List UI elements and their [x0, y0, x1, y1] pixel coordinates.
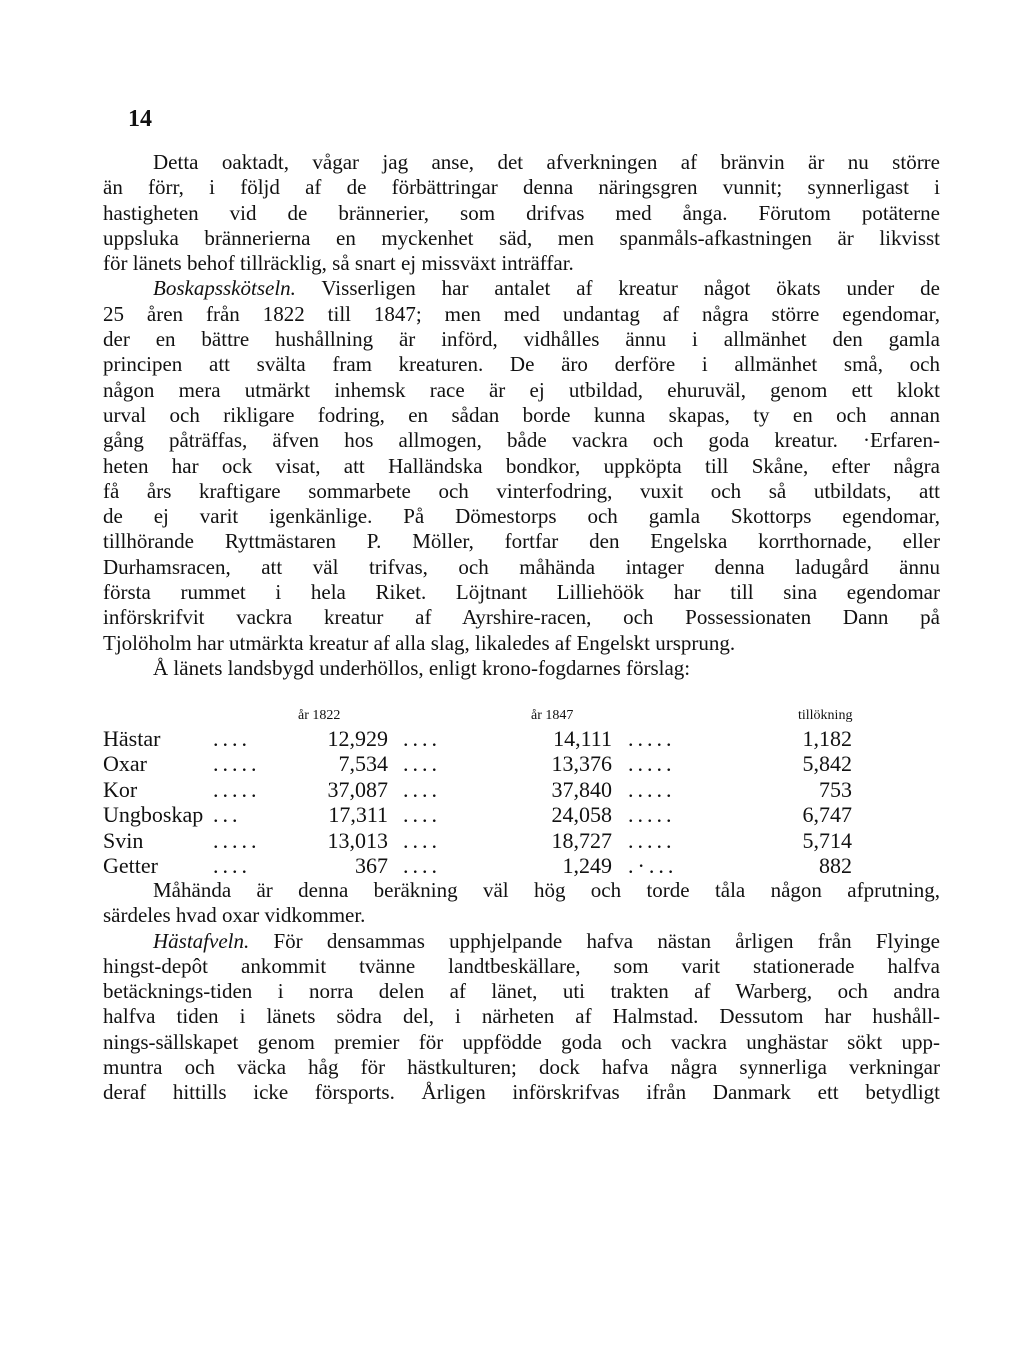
value-increase: 882 — [819, 852, 852, 878]
text-line: än förr, i följd af de förbättringar denna näringsgren vunnit; synnerligast i — [103, 175, 940, 200]
table-row — [103, 726, 940, 751]
text-line: principen att svälta fram kreaturen. De äro derföre i allmänhet små, och — [103, 352, 940, 377]
value-1847: 37,840 — [551, 776, 612, 802]
body-text-bottom — [103, 878, 940, 1106]
value-increase: 6,747 — [802, 802, 852, 828]
text-line: der en bättre hushållning är införd, vidhålles ännu i allmänhet den gamla — [103, 327, 940, 352]
value-1847: 13,376 — [551, 751, 612, 777]
value-increase: 1,182 — [802, 726, 852, 751]
table-row — [103, 828, 940, 853]
text-line: hingst-depôt ankommit tvänne landtbeskällare, som varit stationerade halfva — [103, 953, 940, 978]
leader-dots: ..... — [213, 751, 261, 777]
section-heading-boskapsskotseln: Boskapsskötseln. — [153, 276, 296, 301]
row-label: Getter — [103, 852, 158, 878]
leader-dots: .... — [213, 726, 251, 751]
value-increase: 5,842 — [802, 751, 852, 777]
text-line: deraf hittills icke försports. Årligen införskrifvas ifrån Danmark ett betydligt — [103, 1080, 940, 1105]
text-line: för länets behof tillräcklig, så snart ej missväxt inträffar. — [103, 251, 574, 276]
column-header-1822: år 1822 — [298, 708, 341, 723]
text-line: uppsluka brännerierna en myckenhet säd, men spanmåls-afkastningen är likvisst — [103, 225, 940, 250]
table-row — [103, 777, 940, 802]
value-1822: 7,534 — [338, 751, 388, 777]
value-increase: 753 — [819, 776, 852, 802]
text-line: få års kraftigare sommarbete och vinterfodring, vuxit och så utbildats, att — [103, 478, 940, 503]
table-row — [103, 802, 940, 827]
leader-dots: .... — [403, 751, 441, 777]
text-line: införskrifvit vackra kreatur af Ayrshire-racen, och Possessionaten Dann på — [103, 605, 940, 630]
text-line: tillhörande Ryttmästaren P. Möller, fortfar den Engelska korrthornade, eller — [103, 529, 940, 554]
leader-dots: .... — [403, 802, 441, 828]
value-increase: 5,714 — [802, 827, 852, 853]
table-intro: Å länets landsbygd underhöllos, enligt krono-fogdarnes förslag: — [153, 655, 691, 680]
value-1847: 24,058 — [551, 802, 612, 828]
body-text-top — [103, 150, 940, 681]
text-line: gång påträffas, äfven hos allmogen, både vackra och goda kreatur. ·Erfaren- — [103, 428, 940, 453]
row-label: Hästar — [103, 726, 161, 751]
text-line: de ej varit igenkänlige. På Dömestorps och gamla Skottorps egendomar, — [103, 504, 940, 529]
text-fragment: Visserligen har antalet af kreatur något ökats under de — [295, 276, 940, 301]
text-line: muntra och väcka håg för hästkulturen; dock hafva några synnerliga verkningar — [103, 1055, 940, 1080]
leader-dots: ..... — [628, 751, 676, 777]
page-number: 14 — [128, 106, 152, 132]
row-label: Kor — [103, 776, 138, 802]
text-line: första rummet i hela Riket. Löjtnant Lilliehöök har till sina egendomar — [103, 580, 940, 605]
table-row — [103, 853, 940, 878]
text-line — [103, 276, 940, 301]
text-line: Tjolöholm har utmärkta kreatur af alla slag, likaledes af Engelskt ursprung. — [103, 630, 736, 655]
value-1847: 14,111 — [553, 726, 612, 751]
leader-dots: .... — [403, 776, 441, 802]
value-1847: 18,727 — [551, 827, 612, 853]
leader-dots: .... — [213, 852, 251, 878]
leader-dots: ..... — [628, 827, 676, 853]
livestock-table — [103, 726, 940, 878]
leader-dots: ... — [213, 802, 242, 828]
leader-dots: .... — [403, 726, 441, 751]
text-line: Detta oaktadt, vågar jag anse, det afverkningen af bränvin är nu större — [153, 150, 940, 174]
text-line: Durhamsracen, att väl trifvas, och måhända intager denna ladugård ännu — [103, 554, 940, 579]
text-line: nings-sällskapet genom premier för uppfödde goda och vackra unghästar sökt upp- — [103, 1029, 940, 1054]
section-heading-hastafveln: Hästafveln. — [153, 928, 250, 953]
text-line: hastigheten vid de brännerier, som drifvas med ånga. Förutom potäterne — [103, 200, 940, 225]
text-line: särdeles hvad oxar vidkommer. — [103, 903, 366, 928]
value-1822: 367 — [355, 852, 388, 878]
leader-dots: .... — [403, 852, 441, 878]
leader-dots: .·... — [628, 852, 678, 878]
text-line: urval och rikligare fodring, en sådan borde kunna skapas, ty en och annan — [103, 402, 940, 427]
leader-dots: .... — [403, 827, 441, 853]
value-1847: 1,249 — [562, 852, 612, 878]
text-line: betäcknings-tiden i norra delen af länet, uti trakten af Warberg, och andra — [103, 979, 940, 1004]
value-1822: 37,087 — [327, 776, 388, 802]
row-label: Oxar — [103, 751, 147, 777]
leader-dots: ..... — [213, 776, 261, 802]
column-header-increase: tillökning — [798, 708, 853, 723]
value-1822: 17,311 — [328, 802, 388, 828]
value-1822: 13,013 — [327, 827, 388, 853]
leader-dots: ..... — [628, 776, 676, 802]
row-label: Ungboskap — [103, 802, 204, 828]
row-label: Svin — [103, 827, 144, 853]
text-fragment: För densammas upphjelpande hafva nästan årligen från Flyinge — [249, 928, 940, 953]
value-1822: 12,929 — [327, 726, 388, 751]
text-line: heten har ock visat, att Halländska bondkor, uppköpta till Skåne, efter några — [103, 453, 940, 478]
text-line — [103, 929, 940, 954]
leader-dots: ..... — [628, 726, 676, 751]
livestock-table-header — [103, 708, 940, 726]
text-line: 25 åren från 1822 till 1847; men med undantag af några större egendomar, — [103, 301, 940, 326]
table-row — [103, 751, 940, 776]
column-header-1847: år 1847 — [531, 708, 574, 723]
leader-dots: ..... — [628, 802, 676, 828]
leader-dots: ..... — [213, 827, 261, 853]
text-line: Måhända är denna beräkning väl hög och torde tåla någon afprutning, — [153, 878, 940, 902]
text-line: halfva tiden i länets södra del, i närheten af Halmstad. Dessutom har hushåll- — [103, 1004, 940, 1029]
text-line: någon mera utmärkt inhemsk race är ej utbildad, ehuruväl, genom ett klokt — [103, 377, 940, 402]
